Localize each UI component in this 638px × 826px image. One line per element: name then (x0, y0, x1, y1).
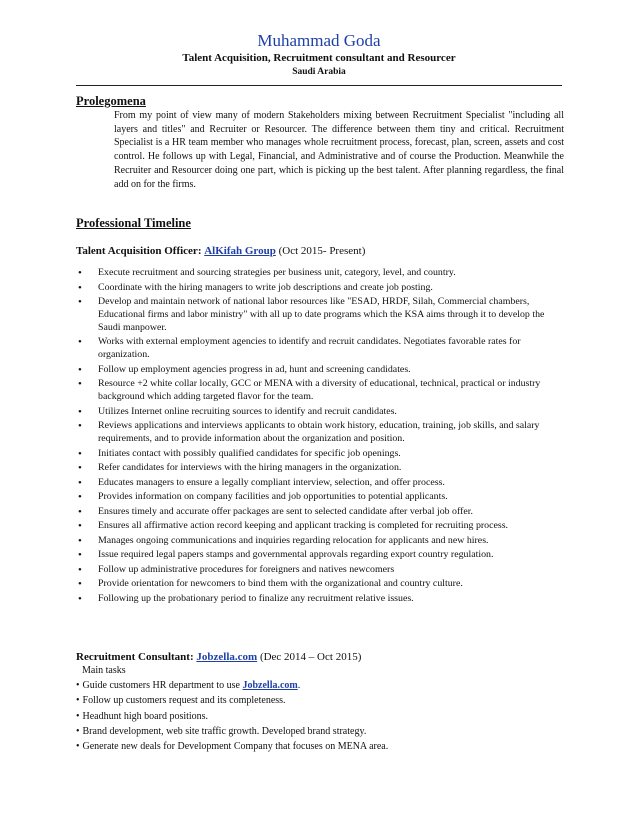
duty-item: • Issue required legal papers stamps and governmental approvals regarding export country regulation. (76, 549, 548, 562)
job2-header (76, 651, 361, 663)
task-item (76, 679, 546, 692)
job1-duties-list (76, 267, 548, 607)
candidate-subtitle: Talent Acquisition, Recruitment consultant and Resourcer (182, 52, 456, 64)
duty-item: • Refer candidates for interviews with the hiring managers in the organization. (76, 462, 548, 475)
task1-link[interactable]: Jobzella.com (242, 680, 298, 691)
duty-item: • Develop and maintain network of national labor resources like "ESAD, HRDF, Silah, Commercial chambers, Educational firms and labor ministry" with all up to date programs which the KSA aims through it to develop the Saudi manpower. (76, 296, 548, 335)
task-item (76, 740, 546, 753)
timeline-heading: Professional Timeline (76, 216, 191, 230)
task1-suffix: . (297, 680, 301, 691)
job1-title: Talent Acquisition Officer: (76, 245, 202, 257)
prolegomena-text: From my point of view many of modern Stakeholders mixing between Recruitment Specialist "including all layers and titles" and Recruiter or Resourcer. The difference between them tiny and critical. Recruitment Specialist is a HR team member who manages whole recruitment process, forecast, plan, screen, assets and cost control. He follows up with Legal, Financial, and Administrative and of course the Production. Meanwhile the Recruiter and Resourcer doing one part, which is picking up the best talent. After planning regardless, the final add on for the firms. (114, 110, 564, 190)
prolegomena-heading: Prolegomena (76, 94, 146, 108)
duty-item: • Provides information on company facilities and job opportunities to potential applicants. (76, 491, 548, 504)
bullet-glyph: • (76, 695, 80, 707)
duty-item: • Works with external employment agencies to identify and recruit candidates. Negotiates favorable rates for organization. (76, 336, 548, 362)
duty-item: • Initiates contact with possibly qualified candidates for specific job openings. (76, 448, 548, 461)
bullet-glyph: • (76, 680, 80, 691)
duty-item: • Utilizes Internet online recruiting sources to identify and recruit candidates. (76, 406, 548, 419)
duty-item: • Educates managers to ensure a legally compliant interview, selection, and offer process. (76, 477, 548, 490)
duty-item: • Follow up employment agencies progress in ad, hunt and screening candidates. (76, 364, 548, 377)
task-text: Headhunt high board positions. (82, 710, 209, 722)
candidate-location: Saudi Arabia (292, 67, 346, 77)
duty-item: • Ensures all affirmative action record keeping and applicant tracking is completed for recruiting process. (76, 520, 548, 533)
duty-item: • Follow up administrative procedures for foreigners and natives newcomers (76, 564, 548, 577)
task-text: Follow up customers request and its completeness. (82, 695, 286, 707)
bullet-glyph: • (76, 710, 80, 722)
main-tasks-label: Main tasks (82, 665, 126, 676)
job1-period: (Oct 2015- Present) (278, 245, 366, 257)
task1-prefix: Guide customers HR department to use (82, 680, 240, 691)
task-text: Brand development, web site traffic growth. Developed brand strategy. (82, 725, 367, 737)
duty-item: • Coordinate with the hiring managers to write job descriptions and create job posting. (76, 282, 548, 295)
duty-item: • Following up the probationary period to finalize any recruitment relative issues. (76, 593, 548, 606)
task-item (76, 694, 546, 707)
job2-company-link[interactable]: Jobzella.com (196, 651, 258, 663)
candidate-name: Muhammad Goda (257, 31, 381, 50)
header-divider (76, 85, 562, 86)
duty-item: • Ensures timely and accurate offer packages are sent to selected candidate after verbal job offer. (76, 506, 548, 519)
job1-company-link[interactable]: AlKifah Group (204, 245, 276, 257)
duty-item: • Reviews applications and interviews applicants to obtain work history, education, training, job skills, and salary requirements, and to provide information about the organization and position. (76, 420, 548, 446)
task-text: Generate new deals for Development Company that focuses on MENA area. (82, 741, 389, 753)
duty-item: • Provide orientation for newcomers to bind them with the organizational and country culture. (76, 578, 548, 591)
job1-header (76, 245, 365, 257)
job2-title: Recruitment Consultant: (76, 651, 194, 663)
job2-tasks-list (76, 679, 546, 755)
duty-item: • Execute recruitment and sourcing strategies per business unit, category, level, and country. (76, 267, 548, 280)
bullet-glyph: • (76, 725, 80, 737)
task-item (76, 710, 546, 723)
bullet-glyph: • (76, 741, 80, 753)
duty-item: • Manages ongoing communications and inquiries regarding relocation for applicants and new hires. (76, 535, 548, 548)
job2-period: (Dec 2014 – Oct 2015) (259, 651, 362, 663)
task-item (76, 725, 546, 738)
duty-item: • Resource +2 white collar locally, GCC or MENA with a diversity of educational, technical, practical or industry background which adding targeted flavor for the team. (76, 378, 548, 404)
